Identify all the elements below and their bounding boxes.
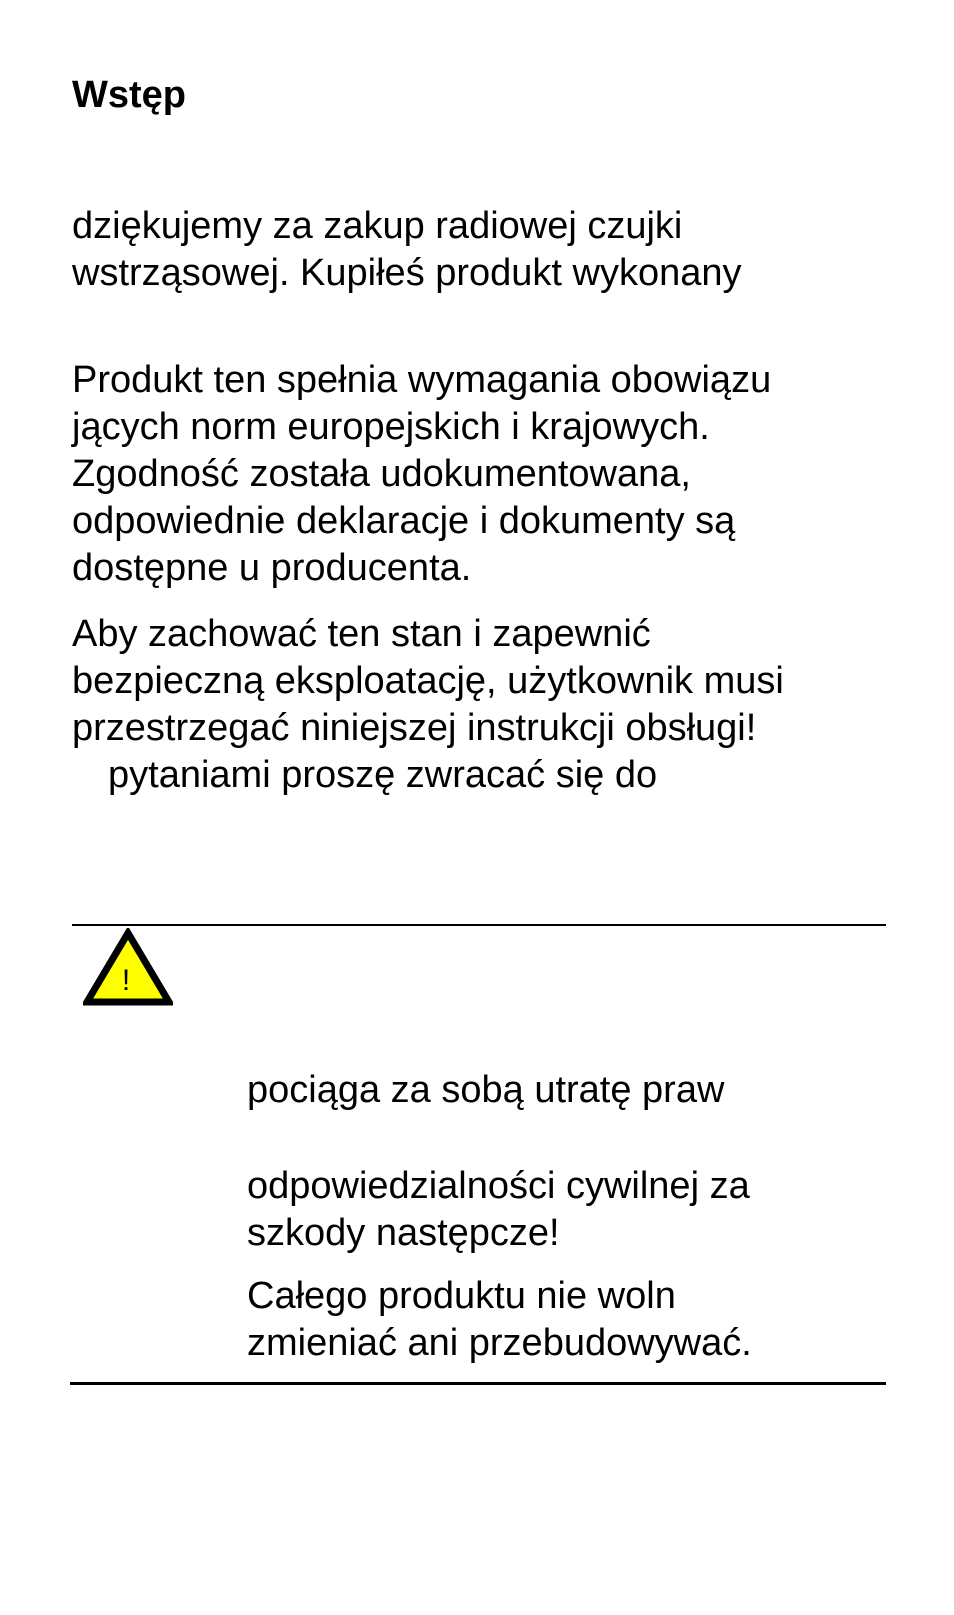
text-line: Zgodność została udokumentowana, <box>72 453 691 495</box>
warning-text-2 <box>247 1163 750 1257</box>
page-heading: Wstęp <box>72 74 186 116</box>
text-line: dziękujemy za zakup radiowej czujki <box>72 205 683 247</box>
text-line: odpowiednie deklaracje i dokumenty są <box>72 500 736 542</box>
text-line: szkody następcze! <box>247 1212 560 1254</box>
warning-triangle-icon <box>83 928 173 1008</box>
text-line: jących norm europejskich i krajowych. <box>72 406 710 448</box>
text-line: Aby zachować ten stan i zapewnić <box>72 613 651 655</box>
warning-top-divider <box>72 924 886 926</box>
intro-paragraph <box>72 203 742 297</box>
text-line: Produkt ten spełnia wymagania obowiązu <box>72 359 772 401</box>
text-line: zmieniać ani przebudowywać. <box>247 1322 752 1364</box>
text-line: pytaniami proszę zwracać się do <box>108 754 658 796</box>
text-line: Całego produktu nie woln <box>247 1275 676 1317</box>
warning-bottom-divider <box>70 1382 886 1385</box>
warning-text-1 <box>247 1067 724 1114</box>
warning-glyph: ! <box>121 964 131 997</box>
safety-paragraph <box>72 611 784 799</box>
text-line: przestrzegać niniejszej instrukcji obsługi! <box>72 707 757 749</box>
text-line: odpowiedzialności cywilnej za <box>247 1165 750 1207</box>
compliance-paragraph <box>72 357 771 592</box>
warning-text-3 <box>247 1273 752 1367</box>
text-line: wstrząsowej. Kupiłeś produkt wykonany <box>72 252 742 294</box>
text-line: bezpieczną eksploatację, użytkownik musi <box>72 660 784 702</box>
text-line: pociąga za sobą utratę praw <box>247 1069 725 1111</box>
text-line: dostępne u producenta. <box>72 547 472 589</box>
